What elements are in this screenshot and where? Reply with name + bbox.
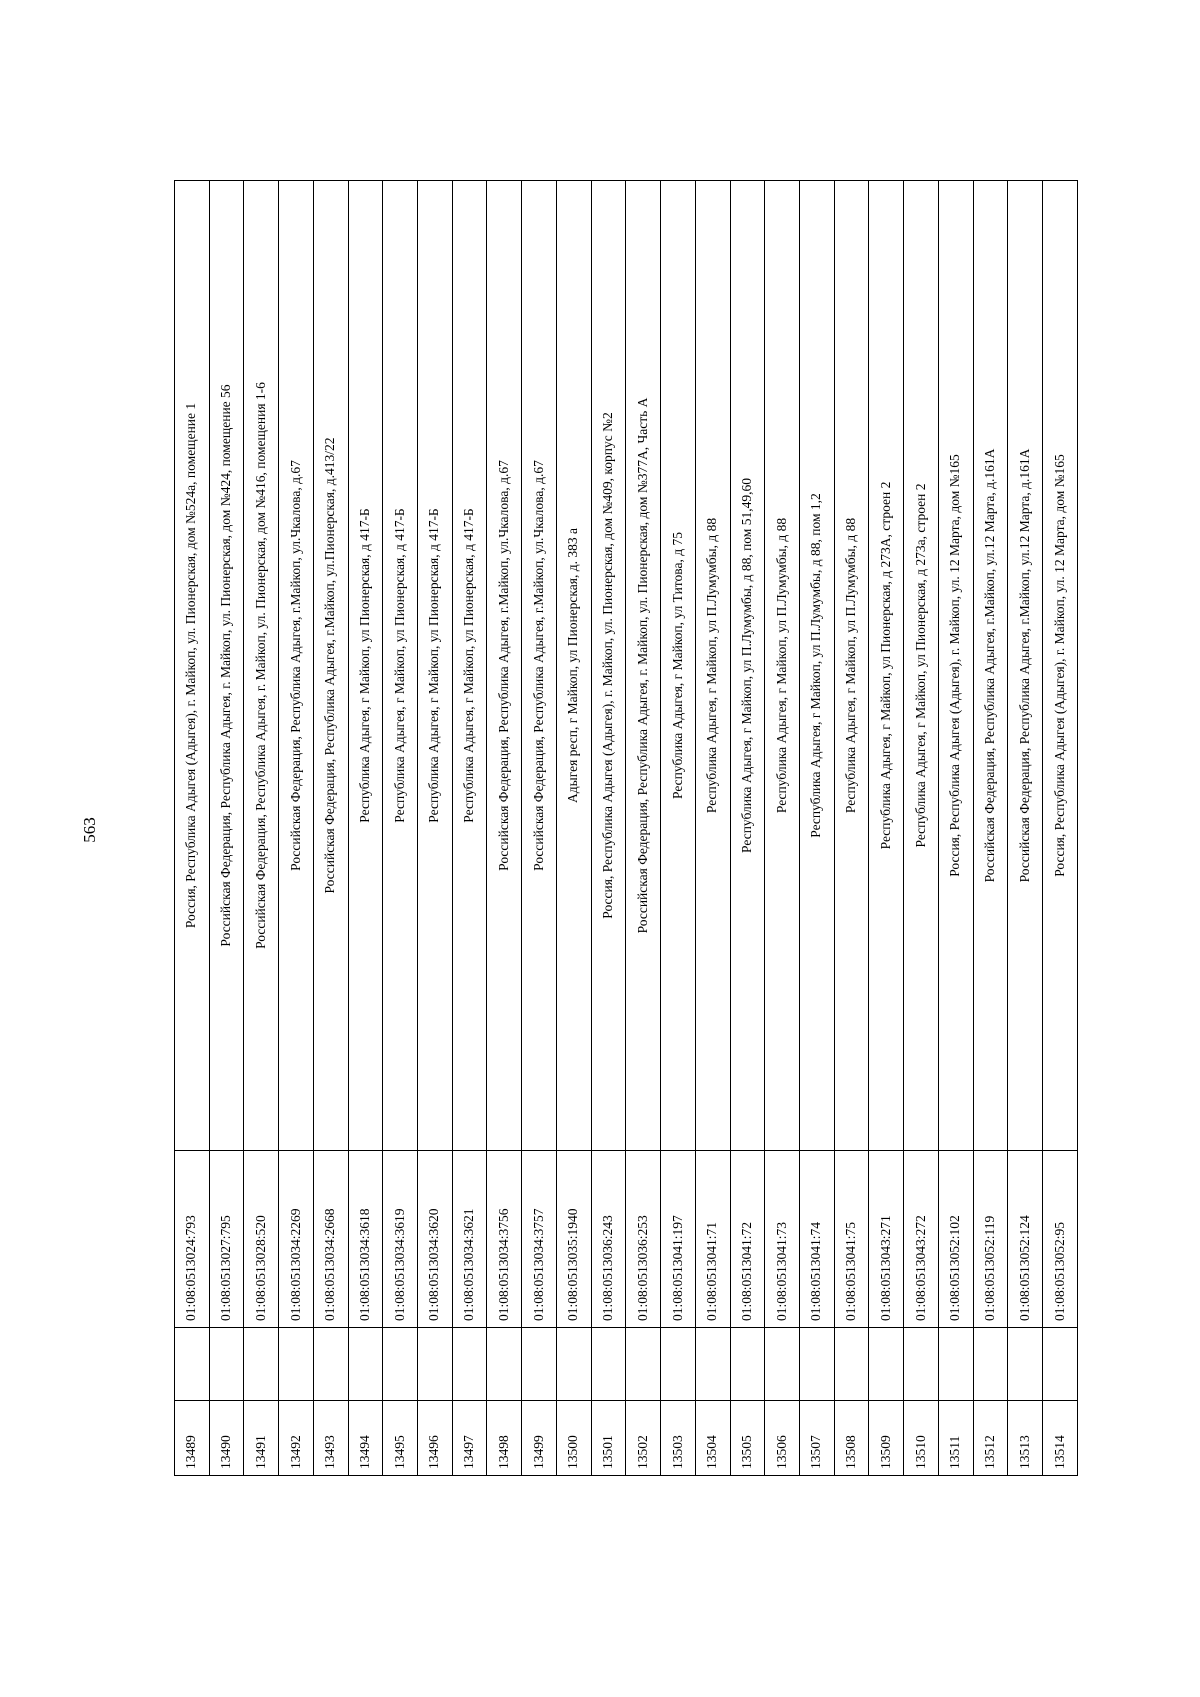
row-number-cell: 13493 bbox=[313, 1401, 348, 1476]
cadastral-number-cell: 01:08:0513034:3621 bbox=[452, 1151, 487, 1328]
address-cell: Республика Адыгея, г Майкоп, ул Пионерская, д 417-Б bbox=[348, 181, 383, 1151]
empty-cell bbox=[383, 1328, 418, 1401]
row-number-cell: 13510 bbox=[904, 1401, 939, 1476]
table-row bbox=[244, 181, 279, 1476]
address-cell: Российская Федерация, Республика Адыгея, г.Майкоп, ул.12 Марта, д.161А bbox=[1008, 181, 1043, 1151]
table-row bbox=[279, 181, 314, 1476]
empty-cell bbox=[313, 1328, 348, 1401]
cadastral-number-cell: 01:08:0513052:124 bbox=[1008, 1151, 1043, 1328]
row-number-cell: 13503 bbox=[661, 1401, 696, 1476]
empty-cell bbox=[522, 1328, 557, 1401]
table-row bbox=[175, 181, 210, 1476]
address-cell: Российская Федерация, Республика Адыгея, г.Майкоп, ул.Чкалова, д.67 bbox=[279, 181, 314, 1151]
registry-table-rotated bbox=[174, 180, 1078, 1476]
empty-cell bbox=[244, 1328, 279, 1401]
address-cell: Республика Адыгея, г Майкоп, ул П.Лумумбы, д 88, пом 51,49,60 bbox=[730, 181, 765, 1151]
empty-cell bbox=[348, 1328, 383, 1401]
address-cell: Адыгея респ, г Майкоп, ул Пионерская, д. 383 а bbox=[556, 181, 591, 1151]
table-row bbox=[487, 181, 522, 1476]
empty-cell bbox=[799, 1328, 834, 1401]
table-row bbox=[313, 181, 348, 1476]
cadastral-number-cell: 01:08:0513036:253 bbox=[626, 1151, 661, 1328]
table-row bbox=[869, 181, 904, 1476]
table-row bbox=[730, 181, 765, 1476]
empty-cell bbox=[209, 1328, 244, 1401]
address-cell: Российская Федерация, Республика Адыгея, г.Майкоп, ул.Чкалова, д.67 bbox=[522, 181, 557, 1151]
empty-cell bbox=[418, 1328, 453, 1401]
row-number-cell: 13500 bbox=[556, 1401, 591, 1476]
row-number-cell: 13495 bbox=[383, 1401, 418, 1476]
cadastral-number-cell: 01:08:0513034:3620 bbox=[418, 1151, 453, 1328]
row-number-cell: 13494 bbox=[348, 1401, 383, 1476]
empty-cell bbox=[765, 1328, 800, 1401]
empty-cell bbox=[661, 1328, 696, 1401]
table-row bbox=[834, 181, 869, 1476]
page-number: 563 bbox=[80, 817, 99, 843]
address-cell: Россия, Республика Адыгея (Адыгея), г. Майкоп, ул. 12 Марта, дом №165 bbox=[938, 181, 973, 1151]
row-number-cell: 13497 bbox=[452, 1401, 487, 1476]
table-row bbox=[1042, 181, 1077, 1476]
cadastral-number-cell: 01:08:0513052:95 bbox=[1042, 1151, 1077, 1328]
table-row bbox=[661, 181, 696, 1476]
cadastral-number-cell: 01:08:0513027:795 bbox=[209, 1151, 244, 1328]
address-cell: Российская Федерация, Республика Адыгея, г. Майкоп, ул. Пионерская, дом №424, помещение 56 bbox=[209, 181, 244, 1151]
empty-cell bbox=[487, 1328, 522, 1401]
empty-cell bbox=[938, 1328, 973, 1401]
table-row bbox=[383, 181, 418, 1476]
row-number-cell: 13498 bbox=[487, 1401, 522, 1476]
empty-cell bbox=[279, 1328, 314, 1401]
empty-cell bbox=[591, 1328, 626, 1401]
empty-cell bbox=[973, 1328, 1008, 1401]
row-number-cell: 13502 bbox=[626, 1401, 661, 1476]
row-number-cell: 13492 bbox=[279, 1401, 314, 1476]
cadastral-number-cell: 01:08:0513034:3618 bbox=[348, 1151, 383, 1328]
registry-table-body bbox=[175, 181, 1078, 1476]
empty-cell bbox=[1008, 1328, 1043, 1401]
table-row bbox=[209, 181, 244, 1476]
table-row bbox=[591, 181, 626, 1476]
address-cell: Республика Адыгея, г Майкоп, ул Пионерская, д 417-Б bbox=[383, 181, 418, 1151]
address-cell: Российская Федерация, Республика Адыгея, г. Майкоп, ул. Пионерская, дом №416, помещения 1-6 bbox=[244, 181, 279, 1151]
empty-cell bbox=[730, 1328, 765, 1401]
empty-cell bbox=[452, 1328, 487, 1401]
row-number-cell: 13514 bbox=[1042, 1401, 1077, 1476]
address-cell: Российская Федерация, Республика Адыгея, г. Майкоп, ул. Пионерская, дом №377А, Часть А bbox=[626, 181, 661, 1151]
address-cell: Республика Адыгея, г Майкоп, ул П.Лумумбы, д 88 bbox=[695, 181, 730, 1151]
table-row bbox=[522, 181, 557, 1476]
row-number-cell: 13499 bbox=[522, 1401, 557, 1476]
cadastral-number-cell: 01:08:0513034:2668 bbox=[313, 1151, 348, 1328]
table-row bbox=[626, 181, 661, 1476]
cadastral-number-cell: 01:08:0513052:119 bbox=[973, 1151, 1008, 1328]
table-row bbox=[973, 181, 1008, 1476]
row-number-cell: 13489 bbox=[175, 1401, 210, 1476]
address-cell: Россия, Республика Адыгея (Адыгея), г. Майкоп, ул. 12 Марта, дом №165 bbox=[1042, 181, 1077, 1151]
cadastral-number-cell: 01:08:0513041:197 bbox=[661, 1151, 696, 1328]
address-cell: Республика Адыгея, г Майкоп, ул Пионерская, д 273а, строен 2 bbox=[904, 181, 939, 1151]
table-row bbox=[799, 181, 834, 1476]
table-row bbox=[1008, 181, 1043, 1476]
cadastral-number-cell: 01:08:0513035:1940 bbox=[556, 1151, 591, 1328]
row-number-cell: 13508 bbox=[834, 1401, 869, 1476]
row-number-cell: 13504 bbox=[695, 1401, 730, 1476]
address-cell: Россия, Республика Адыгея (Адыгея), г. Майкоп, ул. Пионерская, дом №524а, помещение 1 bbox=[175, 181, 210, 1151]
cadastral-number-cell: 01:08:0513041:75 bbox=[834, 1151, 869, 1328]
row-number-cell: 13511 bbox=[938, 1401, 973, 1476]
address-cell: Российская Федерация, Республика Адыгея, г.Майкоп, ул.Чкалова, д.67 bbox=[487, 181, 522, 1151]
table-row bbox=[348, 181, 383, 1476]
empty-cell bbox=[626, 1328, 661, 1401]
registry-table bbox=[174, 180, 1078, 1476]
row-number-cell: 13513 bbox=[1008, 1401, 1043, 1476]
cadastral-number-cell: 01:08:0513036:243 bbox=[591, 1151, 626, 1328]
row-number-cell: 13496 bbox=[418, 1401, 453, 1476]
address-cell: Российская Федерация, Республика Адыгея, г.Майкоп, ул.12 Марта, д.161А bbox=[973, 181, 1008, 1151]
address-cell: Республика Адыгея, г Майкоп, ул Пионерская, д 417-Б bbox=[418, 181, 453, 1151]
table-row bbox=[556, 181, 591, 1476]
table-row bbox=[418, 181, 453, 1476]
cadastral-number-cell: 01:08:0513041:72 bbox=[730, 1151, 765, 1328]
address-cell: Республика Адыгея, г Майкоп, ул П.Лумумбы, д 88 bbox=[765, 181, 800, 1151]
row-number-cell: 13506 bbox=[765, 1401, 800, 1476]
address-cell: Российская Федерация, Республика Адыгея, г.Майкоп, ул.Пионерская, д.413/22 bbox=[313, 181, 348, 1151]
cadastral-number-cell: 01:08:0513034:3619 bbox=[383, 1151, 418, 1328]
address-cell: Республика Адыгея, г Майкоп, ул Титова, д 75 bbox=[661, 181, 696, 1151]
cadastral-number-cell: 01:08:0513034:3757 bbox=[522, 1151, 557, 1328]
address-cell: Россия, Республика Адыгея (Адыгея), г. Майкоп, ул. Пионерская, дом №409, корпус №2 bbox=[591, 181, 626, 1151]
cadastral-number-cell: 01:08:0513028:520 bbox=[244, 1151, 279, 1328]
empty-cell bbox=[869, 1328, 904, 1401]
table-row bbox=[938, 181, 973, 1476]
row-number-cell: 13509 bbox=[869, 1401, 904, 1476]
row-number-cell: 13491 bbox=[244, 1401, 279, 1476]
address-cell: Республика Адыгея, г Майкоп, ул П.Лумумбы, д 88, пом 1,2 bbox=[799, 181, 834, 1151]
row-number-cell: 13490 bbox=[209, 1401, 244, 1476]
cadastral-number-cell: 01:08:0513034:3756 bbox=[487, 1151, 522, 1328]
table-row bbox=[695, 181, 730, 1476]
address-cell: Республика Адыгея, г Майкоп, ул Пионерская, д 417-Б bbox=[452, 181, 487, 1151]
empty-cell bbox=[556, 1328, 591, 1401]
cadastral-number-cell: 01:08:0513024:793 bbox=[175, 1151, 210, 1328]
cadastral-number-cell: 01:08:0513041:73 bbox=[765, 1151, 800, 1328]
cadastral-number-cell: 01:08:0513034:2269 bbox=[279, 1151, 314, 1328]
empty-cell bbox=[1042, 1328, 1077, 1401]
cadastral-number-cell: 01:08:0513043:272 bbox=[904, 1151, 939, 1328]
table-row bbox=[904, 181, 939, 1476]
empty-cell bbox=[904, 1328, 939, 1401]
row-number-cell: 13512 bbox=[973, 1401, 1008, 1476]
empty-cell bbox=[695, 1328, 730, 1401]
row-number-cell: 13501 bbox=[591, 1401, 626, 1476]
row-number-cell: 13505 bbox=[730, 1401, 765, 1476]
cadastral-number-cell: 01:08:0513043:271 bbox=[869, 1151, 904, 1328]
cadastral-number-cell: 01:08:0513041:74 bbox=[799, 1151, 834, 1328]
table-row bbox=[765, 181, 800, 1476]
cadastral-number-cell: 01:08:0513052:102 bbox=[938, 1151, 973, 1328]
row-number-cell: 13507 bbox=[799, 1401, 834, 1476]
cadastral-number-cell: 01:08:0513041:71 bbox=[695, 1151, 730, 1328]
table-row bbox=[452, 181, 487, 1476]
empty-cell bbox=[175, 1328, 210, 1401]
address-cell: Республика Адыгея, г Майкоп, ул П.Лумумбы, д 88 bbox=[834, 181, 869, 1151]
empty-cell bbox=[834, 1328, 869, 1401]
address-cell: Республика Адыгея, г Майкоп, ул Пионерская, д 273А, строен 2 bbox=[869, 181, 904, 1151]
